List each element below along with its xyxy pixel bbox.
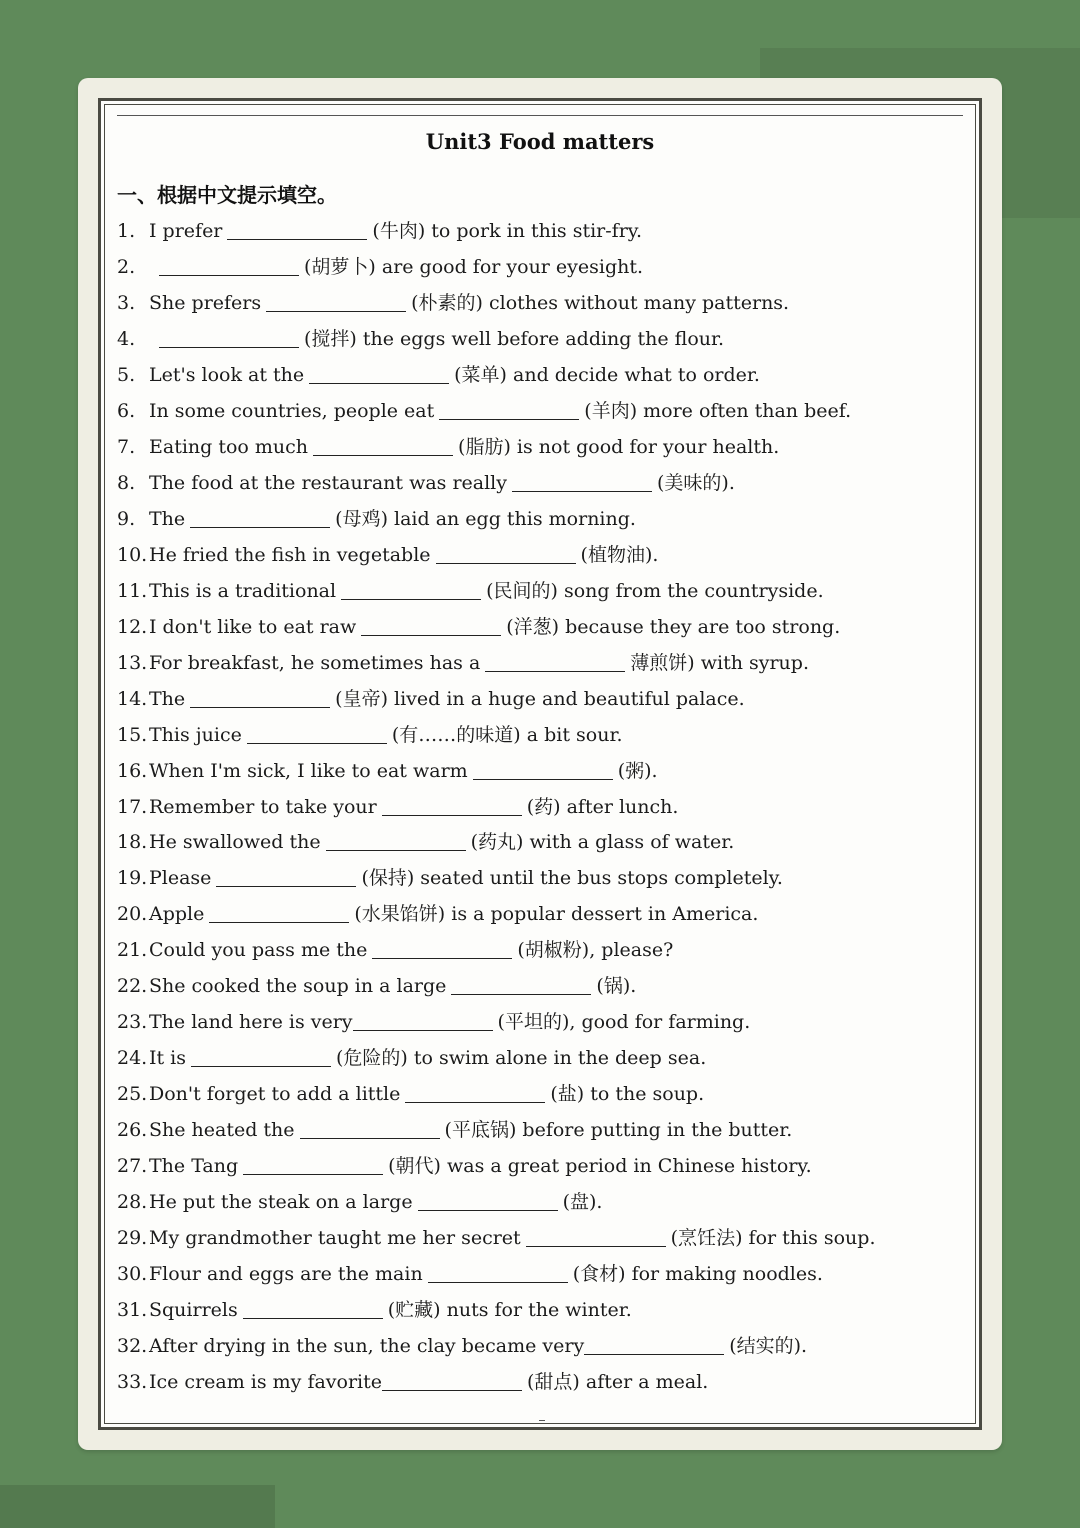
- question-item: [117, 718, 876, 754]
- answer-blank[interactable]: [361, 615, 501, 636]
- question-text-after: (水果馅饼) is a popular dessert in America.: [354, 903, 759, 926]
- question-number: 25.: [117, 1083, 148, 1106]
- question-text-before: The: [149, 687, 186, 710]
- answer-blank[interactable]: [473, 759, 613, 780]
- question-text-after: 薄煎饼) with syrup.: [630, 651, 809, 674]
- question-text-before: The food at the restaurant was really: [149, 471, 507, 494]
- question-text-before: She prefers: [149, 291, 262, 314]
- answer-blank[interactable]: [436, 543, 576, 564]
- header-rule: [117, 115, 963, 116]
- answer-blank[interactable]: [309, 363, 449, 384]
- question-number: 11.: [117, 579, 148, 602]
- answer-blank[interactable]: [243, 1298, 383, 1319]
- background-shade-bottom-left: [0, 1485, 275, 1528]
- question-text-after: (食材) for making noodles.: [572, 1263, 823, 1286]
- question-number: 31.: [117, 1299, 148, 1322]
- question-text-before: Eating too much: [149, 435, 309, 458]
- question-item: [117, 754, 876, 790]
- question-number: 7.: [117, 435, 136, 458]
- question-text-before: He swallowed the: [149, 831, 321, 854]
- question-number: 2.: [117, 255, 136, 278]
- answer-blank[interactable]: [227, 219, 367, 240]
- answer-blank[interactable]: [243, 1154, 383, 1175]
- answer-blank[interactable]: [485, 651, 625, 672]
- answer-blank[interactable]: [326, 830, 466, 851]
- question-text-before: For breakfast, he sometimes has a: [149, 651, 481, 674]
- question-item: [117, 646, 876, 682]
- question-number: 17.: [117, 795, 148, 818]
- question-text-after: (胡椒粉), please?: [517, 939, 674, 962]
- question-text-after: (洋葱) because they are too strong.: [506, 615, 841, 638]
- question-text-before: Let's look at the: [149, 363, 305, 386]
- answer-blank[interactable]: [439, 399, 579, 420]
- question-item: [117, 286, 876, 322]
- question-item: [117, 1221, 876, 1257]
- question-number: 15.: [117, 723, 148, 746]
- answer-blank[interactable]: [266, 291, 406, 312]
- question-item: [117, 1365, 876, 1401]
- question-item: [117, 969, 876, 1005]
- answer-blank[interactable]: [159, 327, 299, 348]
- question-text-after: (民间的) song from the countryside.: [486, 579, 824, 602]
- question-item: [117, 358, 876, 394]
- question-text-before: In some countries, people eat: [149, 399, 435, 422]
- question-item: [117, 1185, 876, 1221]
- question-text-after: (贮藏) nuts for the winter.: [387, 1299, 632, 1322]
- question-number: 9.: [117, 507, 136, 530]
- question-text-after: (搅拌) the eggs well before adding the flour.: [304, 327, 725, 350]
- question-number: 29.: [117, 1227, 148, 1250]
- question-text-after: (盘).: [562, 1191, 603, 1214]
- question-text-after: (植物油).: [580, 543, 659, 566]
- question-text-after: (锅).: [596, 975, 637, 998]
- worksheet-paper: [78, 78, 1002, 1450]
- question-item: [117, 250, 876, 286]
- question-text-after: (菜单) and decide what to order.: [454, 363, 760, 386]
- answer-blank[interactable]: [190, 687, 330, 708]
- answer-blank[interactable]: [451, 974, 591, 995]
- section-heading: 一、根据中文提示填空。: [117, 183, 337, 207]
- question-text-before: Flour and eggs are the main: [149, 1263, 423, 1286]
- question-text-after: (有……的味道) a bit sour.: [391, 723, 623, 746]
- question-item: [117, 825, 876, 861]
- answer-blank[interactable]: [247, 723, 387, 744]
- question-number: 28.: [117, 1191, 148, 1214]
- question-text-after: (平底锅) before putting in the butter.: [444, 1119, 793, 1142]
- question-text-before: After drying in the sun, the clay became very: [149, 1335, 585, 1358]
- question-number: 23.: [117, 1011, 148, 1034]
- answer-blank[interactable]: [418, 1190, 558, 1211]
- answer-blank[interactable]: [353, 1010, 493, 1031]
- question-item: [117, 574, 876, 610]
- question-number: 13.: [117, 651, 148, 674]
- answer-blank[interactable]: [159, 255, 299, 276]
- answer-blank[interactable]: [526, 1226, 666, 1247]
- question-text-before: Remember to take your: [149, 795, 377, 818]
- question-item: [117, 610, 876, 646]
- answer-blank[interactable]: [405, 1082, 545, 1103]
- question-text-before: He fried the fish in vegetable: [149, 543, 431, 566]
- question-number: 22.: [117, 975, 148, 998]
- question-text-before: The: [149, 507, 186, 530]
- question-text-before: This is a traditional: [149, 579, 337, 602]
- question-text-before: The Tang: [149, 1155, 239, 1178]
- question-text-after: (药丸) with a glass of water.: [470, 831, 735, 854]
- question-text-before: Could you pass me the: [149, 939, 368, 962]
- question-text-before: This juice: [149, 723, 242, 746]
- answer-blank[interactable]: [216, 866, 356, 887]
- answer-blank[interactable]: [209, 902, 349, 923]
- answer-blank[interactable]: [341, 579, 481, 600]
- question-text-after: (结实的).: [729, 1335, 808, 1358]
- question-text-after: (粥).: [617, 759, 658, 782]
- question-item: [117, 502, 876, 538]
- question-number: 8.: [117, 471, 136, 494]
- question-item: [117, 1329, 876, 1365]
- worksheet-frame: [98, 98, 982, 1430]
- question-text-before: He put the steak on a large: [149, 1191, 413, 1214]
- question-text-after: (平坦的), good for farming.: [497, 1011, 751, 1034]
- question-text-after: (盐) to the soup.: [550, 1083, 705, 1106]
- question-item: [117, 466, 876, 502]
- question-item: [117, 1077, 876, 1113]
- answer-blank[interactable]: [382, 1370, 522, 1391]
- question-number: 24.: [117, 1047, 148, 1070]
- question-number: 16.: [117, 759, 148, 782]
- question-text-before: Squirrels: [149, 1299, 238, 1322]
- question-text-after: (朝代) was a great period in Chinese history.: [388, 1155, 812, 1178]
- question-item: [117, 933, 876, 969]
- worksheet-title: Unit3 Food matters: [425, 129, 655, 154]
- question-text-after: (脂肪) is not good for your health.: [458, 435, 780, 458]
- question-number: 19.: [117, 867, 148, 890]
- question-item: [117, 214, 876, 250]
- question-number: 1.: [117, 220, 136, 242]
- question-text-after: (甜点) after a meal.: [527, 1371, 709, 1393]
- question-text-before: She heated the: [149, 1119, 295, 1142]
- question-item: [117, 430, 876, 466]
- question-text-before: I prefer: [149, 220, 223, 242]
- question-item: [117, 1293, 876, 1329]
- answer-blank[interactable]: [191, 1046, 331, 1067]
- question-text-before: When I'm sick, I like to eat warm: [149, 759, 468, 782]
- question-text-before: She cooked the soup in a large: [149, 975, 447, 998]
- question-number: 14.: [117, 687, 148, 710]
- question-item: [117, 682, 876, 718]
- question-text-before: Please: [149, 867, 212, 890]
- question-number: 3.: [117, 291, 136, 314]
- question-text-after: (皇帝) lived in a huge and beautiful palace.: [335, 687, 745, 710]
- question-number: 10.: [117, 543, 148, 566]
- question-number: 30.: [117, 1263, 148, 1286]
- question-item: [117, 897, 876, 933]
- footer-mark: [539, 1420, 545, 1421]
- question-list: [117, 214, 876, 1401]
- question-text-before: It is: [149, 1047, 187, 1070]
- question-item: [117, 394, 876, 430]
- question-text-after: (危险的) to swim alone in the deep sea.: [336, 1047, 707, 1070]
- answer-blank[interactable]: [190, 507, 330, 528]
- question-text-after: (胡萝卜) are good for your eyesight.: [304, 255, 644, 278]
- question-number: 6.: [117, 399, 136, 422]
- question-item: [117, 790, 876, 826]
- answer-blank[interactable]: [428, 1262, 568, 1283]
- question-item: [117, 538, 876, 574]
- question-number: 26.: [117, 1119, 148, 1142]
- question-text-after: (羊肉) more often than beef.: [584, 399, 852, 422]
- answer-blank[interactable]: [313, 435, 453, 456]
- question-text-before: The land here is very: [149, 1011, 353, 1034]
- question-text-before: I don't like to eat raw: [149, 615, 357, 638]
- question-text-after: (美味的).: [657, 471, 735, 494]
- question-text-before: My grandmother taught me her secret: [149, 1227, 521, 1250]
- question-text-after: (药) after lunch.: [526, 795, 679, 818]
- question-number: 5.: [117, 363, 136, 386]
- question-item: [117, 861, 876, 897]
- question-item: [117, 322, 876, 358]
- answer-blank[interactable]: [584, 1334, 724, 1355]
- question-item: [117, 1149, 876, 1185]
- question-number: 32.: [117, 1335, 148, 1358]
- question-text-after: (烹饪法) for this soup.: [670, 1227, 876, 1250]
- question-number: 12.: [117, 615, 148, 638]
- question-item: [117, 1005, 876, 1041]
- question-text-after: (牛肉) to pork in this stir-fry.: [372, 220, 643, 242]
- question-number: 27.: [117, 1155, 148, 1178]
- question-text-after: (保持) seated until the bus stops completely.: [361, 867, 783, 890]
- question-number: 33.: [117, 1371, 148, 1393]
- question-text-before: Apple: [149, 903, 205, 926]
- question-number: 20.: [117, 903, 148, 926]
- answer-blank[interactable]: [372, 938, 512, 959]
- question-text-before: Ice cream is my favorite: [149, 1371, 383, 1393]
- question-item: [117, 1257, 876, 1293]
- question-text-before: Don't forget to add a little: [149, 1083, 401, 1106]
- answer-blank[interactable]: [382, 795, 522, 816]
- question-item: [117, 1113, 876, 1149]
- question-number: 18.: [117, 831, 148, 854]
- question-number: 4.: [117, 327, 136, 350]
- question-text-after: (母鸡) laid an egg this morning.: [335, 507, 636, 530]
- question-item: [117, 1041, 876, 1077]
- question-text-after: (朴素的) clothes without many patterns.: [411, 291, 790, 314]
- question-number: 21.: [117, 939, 148, 962]
- answer-blank[interactable]: [512, 471, 652, 492]
- answer-blank[interactable]: [300, 1118, 440, 1139]
